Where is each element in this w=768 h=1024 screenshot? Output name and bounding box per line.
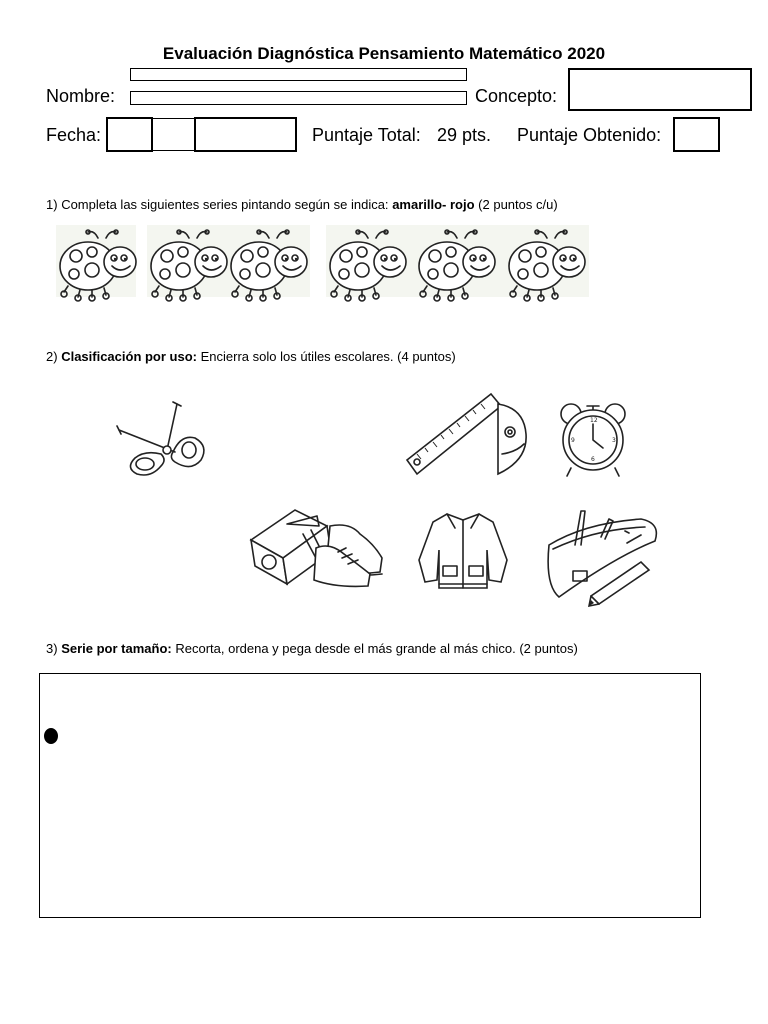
question-1-number: 1) bbox=[46, 197, 58, 212]
jacket-icon[interactable] bbox=[413, 510, 513, 590]
ladybug-icon[interactable] bbox=[149, 230, 229, 302]
page-title: Evaluación Diagnóstica Pensamiento Matemático 2020 bbox=[162, 44, 606, 63]
question-1-points: (2 puntos c/u) bbox=[478, 197, 558, 212]
puntaje-total-value: 29 pts. bbox=[437, 125, 492, 145]
helmet-icon[interactable] bbox=[494, 394, 534, 480]
ruler-icon[interactable] bbox=[405, 390, 505, 480]
scissors-icon[interactable] bbox=[115, 400, 215, 480]
fecha-month-field[interactable] bbox=[152, 118, 195, 151]
question-1 bbox=[46, 197, 558, 213]
fecha-year-field[interactable] bbox=[194, 117, 297, 152]
question-3-title: Serie por tamaño: bbox=[61, 641, 172, 656]
pencil-icon[interactable] bbox=[585, 558, 655, 610]
ladybug-icon[interactable] bbox=[328, 230, 408, 302]
bullet-dot bbox=[44, 728, 58, 744]
question-2-number: 2) bbox=[46, 349, 58, 364]
nombre-field-top[interactable] bbox=[130, 68, 467, 81]
svg-text:3: 3 bbox=[612, 437, 616, 444]
question-2-text: Encierra solo los útiles escolares. (4 puntos) bbox=[200, 349, 456, 364]
shoes-icon[interactable] bbox=[310, 518, 386, 588]
puntaje-total-label: Puntaje Total: bbox=[312, 125, 421, 145]
concepto-label: Concepto: bbox=[475, 86, 558, 106]
puntaje-obtenido-label: Puntaje Obtenido: bbox=[517, 125, 662, 145]
concepto-field[interactable] bbox=[568, 68, 752, 111]
ladybug-icon[interactable] bbox=[507, 230, 587, 302]
question-3 bbox=[46, 641, 578, 657]
question-1-colors: amarillo- rojo bbox=[392, 197, 475, 212]
question-2-title: Clasificación por uso: bbox=[61, 349, 197, 364]
fecha-day-field[interactable] bbox=[106, 117, 153, 152]
puntaje-obtenido-field[interactable] bbox=[673, 117, 720, 152]
ladybug-icon[interactable] bbox=[58, 230, 138, 302]
ladybug-icon[interactable] bbox=[229, 230, 309, 302]
question-1-text: Completa las siguientes series pintando según se indica: bbox=[61, 197, 389, 212]
nombre-label: Nombre: bbox=[46, 86, 116, 106]
nombre-field[interactable] bbox=[130, 91, 467, 105]
question-2 bbox=[46, 349, 456, 365]
ladybug-icon[interactable] bbox=[417, 230, 497, 302]
question-3-number: 3) bbox=[46, 641, 58, 656]
svg-text:9: 9 bbox=[571, 437, 575, 444]
question-3-text: Recorta, ordena y pega desde el más grande al más chico. (2 puntos) bbox=[175, 641, 578, 656]
fecha-label: Fecha: bbox=[46, 125, 102, 145]
svg-text:12: 12 bbox=[590, 417, 598, 424]
alarm-clock-icon[interactable] bbox=[553, 398, 633, 480]
answer-area[interactable] bbox=[39, 673, 701, 918]
svg-text:6: 6 bbox=[591, 456, 595, 463]
